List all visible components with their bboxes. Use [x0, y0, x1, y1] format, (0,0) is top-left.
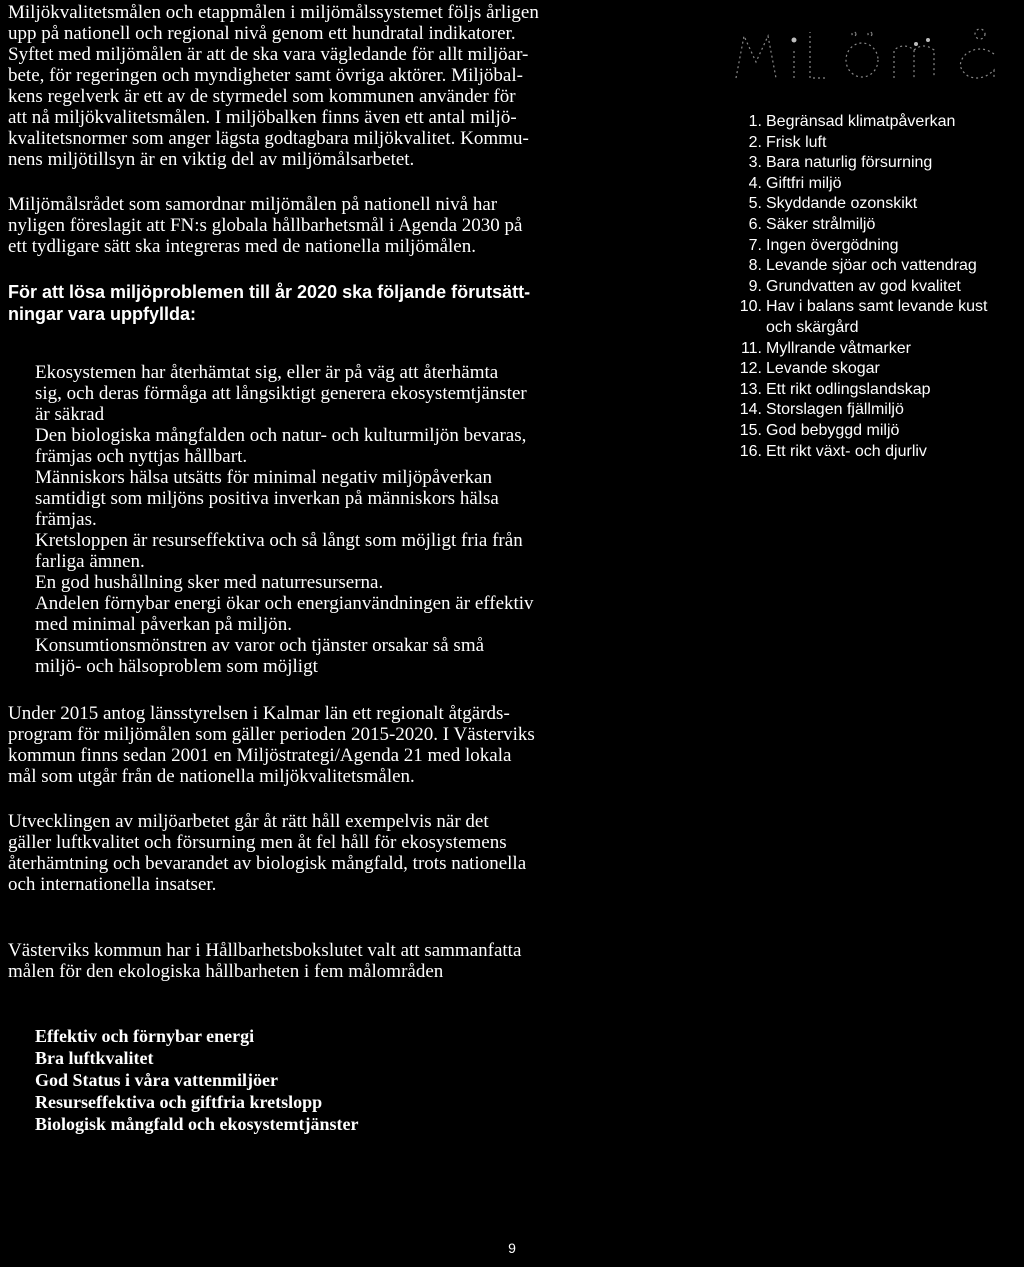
- text-line: Miljökvalitetsmålen och etappmålen i miljömålssystemet följs årligen: [8, 2, 539, 23]
- text-line: För att lösa miljöproblemen till år 2020 ska följande förutsätt-: [8, 282, 531, 302]
- goal-label: [762, 442, 927, 463]
- goal-item: [732, 277, 1022, 298]
- text-line: Frisk luft: [766, 133, 827, 151]
- text-line: Under 2015 antog länsstyrelsen i Kalmar län ett regionalt åtgärds-: [8, 703, 510, 724]
- goal-label: [762, 256, 977, 277]
- text-line: Miljömålsrådet som samordnar miljömålen på nationell nivå har: [8, 194, 498, 215]
- text-line: farliga ämnen.: [35, 551, 145, 572]
- text-line: ningar vara uppfyllda:: [8, 304, 197, 324]
- prerequisites-heading: [8, 281, 648, 325]
- intro-paragraph: [8, 2, 648, 170]
- text-line: kvalitetsnormer som anger lägsta godtagbara miljökvalitet. Kommu-: [8, 128, 529, 149]
- goal-label: [762, 174, 842, 195]
- goal-item: [732, 297, 1022, 338]
- goal-label: [762, 194, 917, 215]
- goal-number: 16.: [739, 442, 762, 460]
- goal-number: 12.: [739, 360, 762, 378]
- goal-item: [732, 400, 1022, 421]
- focus-area-item: Biologisk mångfald och ekosystemtjänster: [35, 1114, 359, 1134]
- text-line: Ekosystemen har återhämtat sig, eller är på väg att återhämta: [35, 362, 499, 383]
- goal-number: 3.: [748, 154, 762, 172]
- goal-number: 10.: [739, 298, 762, 316]
- text-line: mål som utgår från de nationella miljökvalitetsmålen.: [8, 766, 415, 787]
- goal-label: [762, 236, 899, 257]
- goal-item: [732, 380, 1022, 401]
- prerequisite-item: [35, 572, 648, 593]
- goal-label: [762, 215, 875, 236]
- page-number: 9: [508, 1240, 516, 1256]
- goal-item: [732, 215, 1022, 236]
- text-line: Begränsad klimatpåverkan: [766, 113, 956, 130]
- goal-label: [762, 380, 931, 401]
- goal-item: [732, 194, 1022, 215]
- goal-number: 7.: [748, 236, 762, 254]
- miljomal-logo: [732, 14, 1012, 94]
- text-line: Utvecklingen av miljöarbetet går åt rätt håll exempelvis när det: [8, 811, 489, 832]
- text-line: Levande skogar: [766, 360, 880, 378]
- goal-number: 15.: [739, 421, 762, 439]
- text-line: Kretsloppen är resurseffektiva och så långt som möjligt fria från: [35, 530, 523, 551]
- text-line: Syftet med miljömålen är att de ska vara vägledande för allt miljöar-: [8, 44, 529, 65]
- prerequisites-list: [8, 362, 648, 677]
- text-line: Bara naturlig försurning: [766, 154, 933, 172]
- text-line: program för miljömålen som gäller perioden 2015-2020. I Västerviks: [8, 724, 535, 745]
- regional-program-paragraph: [8, 703, 648, 787]
- text-line: Levande sjöar och vattendrag: [766, 257, 977, 275]
- progress-paragraph: [8, 811, 648, 895]
- text-line: Den biologiska mångfalden och natur- och kulturmiljön bevaras,: [35, 425, 527, 446]
- goal-label: [762, 339, 911, 360]
- text-line: är säkrad: [35, 404, 105, 425]
- goal-number: 6.: [748, 215, 762, 233]
- focus-areas-list: [8, 1025, 648, 1135]
- goal-number: 9.: [748, 277, 762, 295]
- prerequisite-item: [35, 635, 648, 677]
- text-line: kens regelverk är ett av de styrmedel som kommunen använder för: [8, 86, 516, 107]
- goal-number: 2.: [748, 133, 762, 151]
- goal-number: 11.: [740, 339, 762, 357]
- text-line: nyligen föreslagit att FN:s globala hållbarhetsmål i Agenda 2030 på: [8, 215, 523, 236]
- text-line: God bebyggd miljö: [766, 421, 900, 439]
- environmental-goals-list: [732, 112, 1022, 462]
- goal-label: [762, 153, 932, 174]
- goal-label: [762, 112, 955, 133]
- prerequisite-item: [35, 530, 648, 572]
- goal-label: [762, 359, 880, 380]
- text-line: med minimal påverkan på miljön.: [35, 614, 292, 635]
- text-line: främjas.: [35, 509, 97, 530]
- goal-number: 8.: [748, 257, 762, 275]
- prerequisite-item: [35, 467, 648, 530]
- text-line: Hav i balans samt levande kust: [766, 298, 988, 316]
- goal-item: [732, 133, 1022, 154]
- text-line: kommun finns sedan 2001 en Miljöstrategi/Agenda 21 med lokala: [8, 745, 512, 766]
- goal-item: [732, 359, 1022, 380]
- text-line: nens miljötillsyn är en viktig del av miljömålsarbetet.: [8, 149, 415, 170]
- main-text-column: [8, 2, 648, 1135]
- text-line: Andelen förnybar energi ökar och energianvändningen är effektiv: [35, 593, 534, 614]
- text-line: att nå miljökvalitetsmålen. I miljöbalken finns även ett antal miljö-: [8, 107, 517, 128]
- goal-item: [732, 153, 1022, 174]
- text-line: Grundvatten av god kvalitet: [766, 277, 961, 295]
- goal-label: [762, 400, 904, 421]
- text-line: målen för den ekologiska hållbarheten i fem målområden: [8, 961, 444, 982]
- goal-item: [732, 236, 1022, 257]
- focus-area-item: Resurseffektiva och giftfria kretslopp: [35, 1092, 323, 1112]
- goal-item: [732, 174, 1022, 195]
- goal-label: [762, 421, 899, 442]
- text-line: Myllrande våtmarker: [766, 339, 911, 357]
- goal-number: 1.: [748, 113, 762, 130]
- goals-sidebar: [732, 0, 1022, 462]
- text-line: Giftfri miljö: [766, 174, 842, 192]
- goal-label: [762, 297, 987, 338]
- text-line: främjas och nyttjas hållbart.: [35, 446, 248, 467]
- text-line: Människors hälsa utsätts för minimal negativ miljöpåverkan: [35, 467, 492, 488]
- text-line: Konsumtionsmönstren av varor och tjänster orsakar så små: [35, 635, 485, 656]
- text-line: Storslagen fjällmiljö: [766, 401, 904, 419]
- agenda-paragraph: [8, 194, 648, 257]
- text-line: återhämtning och bevarandet av biologisk mångfald, trots nationella: [8, 853, 527, 874]
- goal-item: [732, 421, 1022, 442]
- text-line: samtidigt som miljöns positiva inverkan på människors hälsa: [35, 488, 499, 509]
- text-line: En god hushållning sker med naturresurserna.: [35, 572, 384, 593]
- text-line: Västerviks kommun har i Hållbarhetsbokslutet valt att sammanfatta: [8, 940, 522, 961]
- prerequisite-item: [35, 425, 648, 467]
- focus-area-item: Bra luftkvalitet: [35, 1048, 154, 1068]
- text-line: gäller luftkvalitet och försurning men åt fel håll för ekosystemens: [8, 832, 507, 853]
- text-line: Ingen övergödning: [766, 236, 899, 254]
- goal-item: [732, 442, 1022, 463]
- text-line: bete, för regeringen och myndigheter samt övriga aktörer. Miljöbal-: [8, 65, 523, 86]
- text-line: Ett rikt odlingslandskap: [766, 380, 931, 398]
- goal-label: [762, 133, 826, 154]
- goal-number: 5.: [748, 195, 762, 213]
- goal-item: [732, 339, 1022, 360]
- text-line: Skyddande ozonskikt: [766, 195, 918, 213]
- goal-label: [762, 277, 961, 298]
- goal-item: [732, 112, 1022, 133]
- text-line: miljö- och hälsoproblem som möjligt: [35, 656, 318, 677]
- text-line: Ett rikt växt- och djurliv: [766, 442, 927, 460]
- text-line: upp på nationell och regional nivå genom ett hundratal indikatorer.: [8, 23, 516, 44]
- goal-item: [732, 256, 1022, 277]
- goal-number: 14.: [739, 401, 762, 419]
- goal-number: 4.: [748, 174, 762, 192]
- focus-area-item: God Status i våra vattenmiljöer: [35, 1070, 278, 1090]
- text-line: och skärgård: [766, 318, 859, 336]
- text-line: sig, och deras förmåga att långsiktigt generera ekosystemtjänster: [35, 383, 527, 404]
- prerequisite-item: [35, 362, 648, 425]
- text-line: ett tydligare sätt ska integreras med de nationella miljömålen.: [8, 236, 476, 257]
- prerequisite-item: [35, 593, 648, 635]
- text-line: Säker strålmiljö: [766, 215, 876, 233]
- text-line: och internationella insatser.: [8, 874, 217, 895]
- focus-areas-intro-paragraph: [8, 940, 648, 982]
- focus-area-item: Effektiv och förnybar energi: [35, 1026, 255, 1046]
- goal-number: 13.: [739, 380, 762, 398]
